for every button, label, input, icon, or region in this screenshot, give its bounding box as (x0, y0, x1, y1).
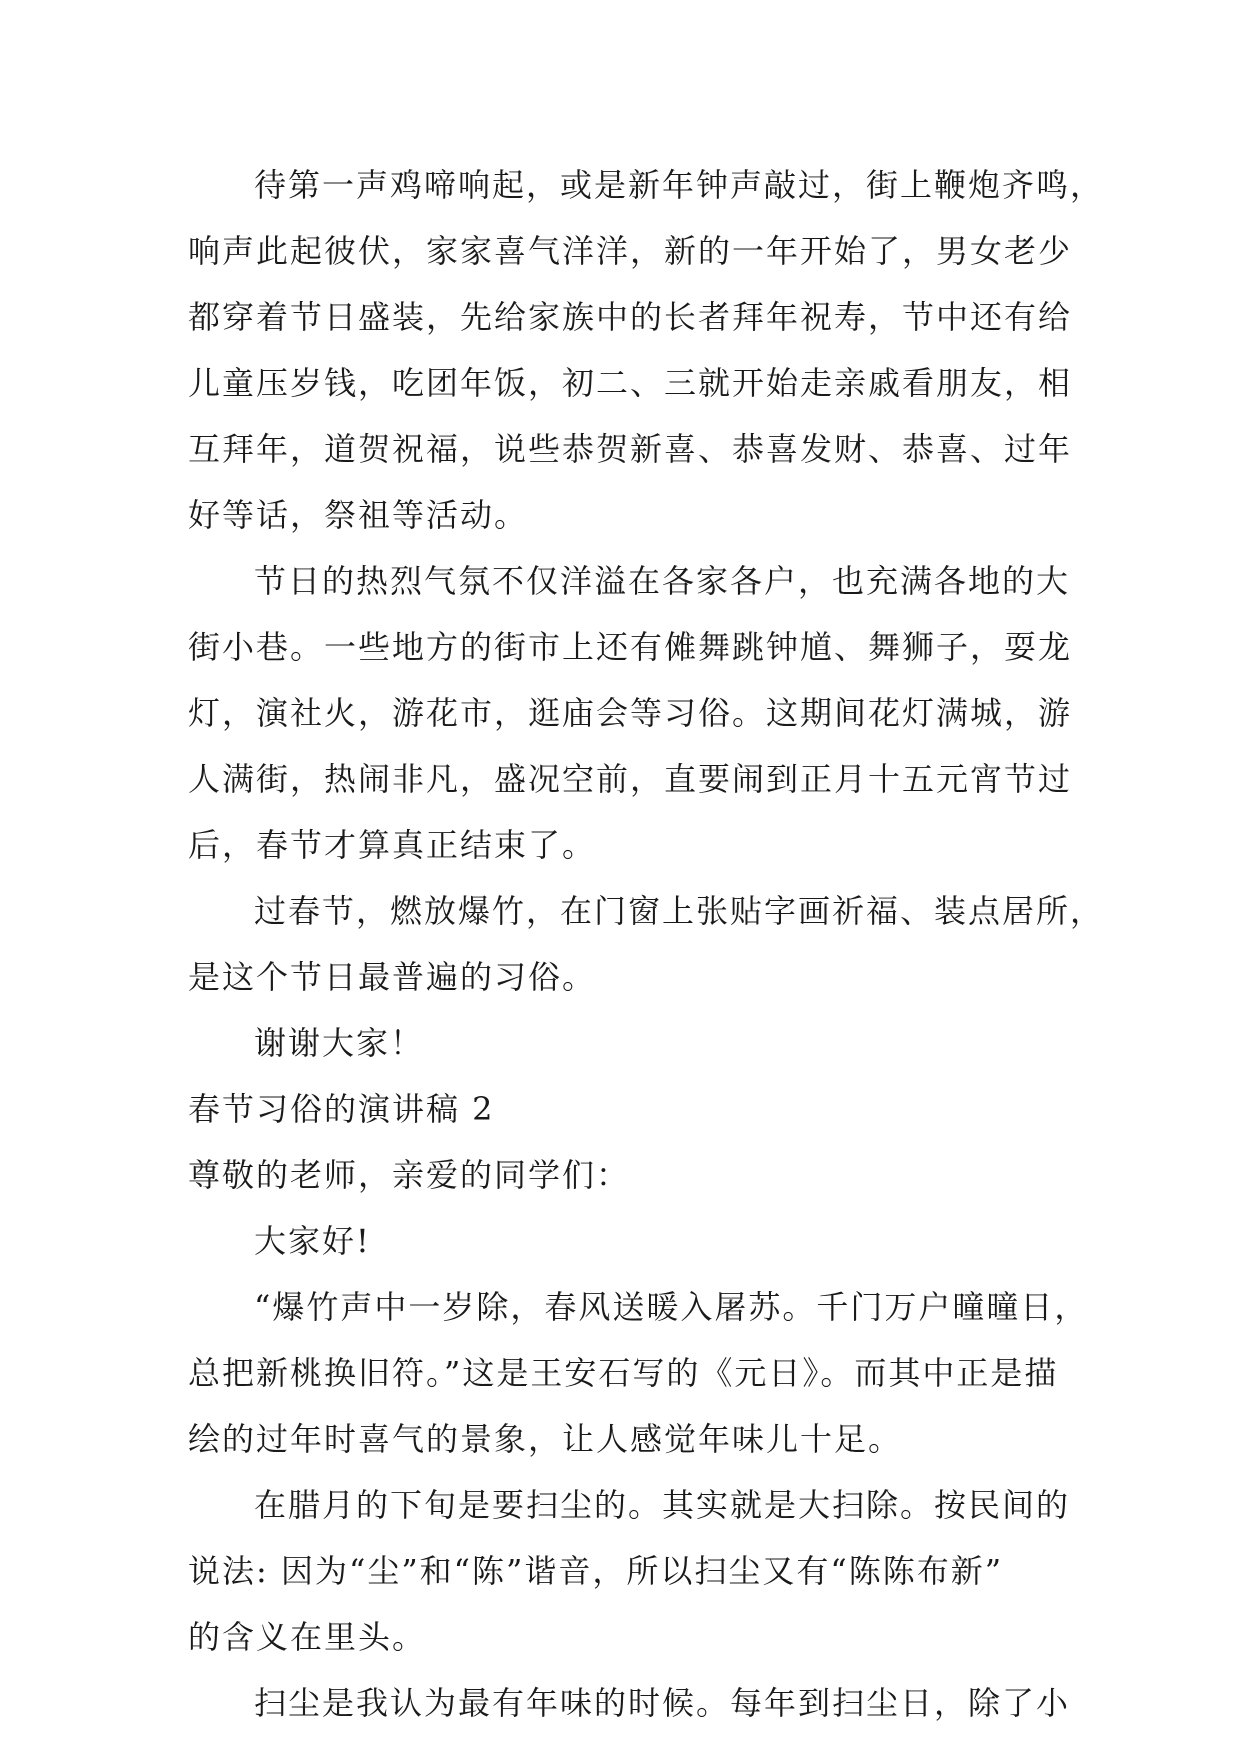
text-line: 是这个节日最普遍的习俗。 (188, 958, 597, 996)
text-line: 都穿着节日盛装，先给家族中的长者拜年祝寿，节中还有给 (188, 298, 1073, 336)
text-line: 儿童压岁钱，吃团年饭，初二、三就开始走亲戚看朋友，相 (188, 364, 1073, 402)
paragraph-sweeping-dust (188, 1472, 1071, 1670)
paragraph-new-year-morning (188, 152, 1105, 548)
text-line: 大家好! (254, 1222, 371, 1260)
text-line: 说法: 因为“尘”和“陈”谐音，所以扫尘又有“陈陈布新” (188, 1552, 1004, 1590)
text-line: 尊敬的老师，亲爱的同学们： (188, 1156, 631, 1194)
text-line: 互拜年，道贺祝福，说些恭贺新喜、恭喜发财、恭喜、过年 (188, 430, 1073, 468)
text-line: 总把新桃换旧符。”这是王安石写的《元日》。而其中正是描 (188, 1354, 1059, 1392)
text-line: 的含义在里头。 (188, 1618, 427, 1656)
text-line: 人满街，热闹非凡，盛况空前，直要闹到正月十五元宵节过 (188, 760, 1073, 798)
text-line: 后，春节才算真正结束了。 (188, 826, 597, 864)
text-line: 好等话，祭祖等活动。 (188, 496, 529, 534)
paragraph-thanks (188, 1010, 1068, 1076)
text-line: 节日的热烈气氛不仅洋溢在各家各户，也充满各地的大 (254, 562, 1071, 600)
paragraph-festive-atmosphere (188, 548, 1073, 878)
text-line: 扫尘是我认为最有年味的时候。每年到扫尘日，除了小 (254, 1684, 1071, 1722)
salutation (188, 1142, 1068, 1208)
text-line: 响声此起彼伏，家家喜气洋洋，新的一年开始了，男女老少 (188, 232, 1073, 270)
heading-line: 春节习俗的演讲稿 2 (188, 1090, 495, 1128)
text-line: 绘的过年时喜气的景象，让人感觉年味儿十足。 (188, 1420, 903, 1458)
paragraph-sweeping-day (188, 1670, 1071, 1736)
text-line: 待第一声鸡啼响起，或是新年钟声敲过，街上鞭炮齐鸣， (254, 166, 1105, 204)
paragraph-firecrackers (188, 878, 1105, 1010)
section-title (188, 1076, 1068, 1142)
text-line: 谢谢大家！ (254, 1024, 425, 1062)
text-line: 在腊月的下旬是要扫尘的。其实就是大扫除。按民间的 (254, 1486, 1071, 1524)
document-body (188, 152, 1105, 1736)
text-line: 过春节，燃放爆竹，在门窗上张贴字画祈福、装点居所， (254, 892, 1105, 930)
paragraph-poem (188, 1274, 1089, 1472)
text-line: 灯，演社火，游花市，逛庙会等习俗。这期间花灯满城，游 (188, 694, 1073, 732)
text-line: “爆竹声中一岁除，春风送暖入屠苏。千门万户曈曈日， (254, 1288, 1089, 1326)
text-line: 街小巷。一些地方的街市上还有傩舞跳钟馗、舞狮子，耍龙 (188, 628, 1073, 666)
greeting (188, 1208, 1068, 1274)
